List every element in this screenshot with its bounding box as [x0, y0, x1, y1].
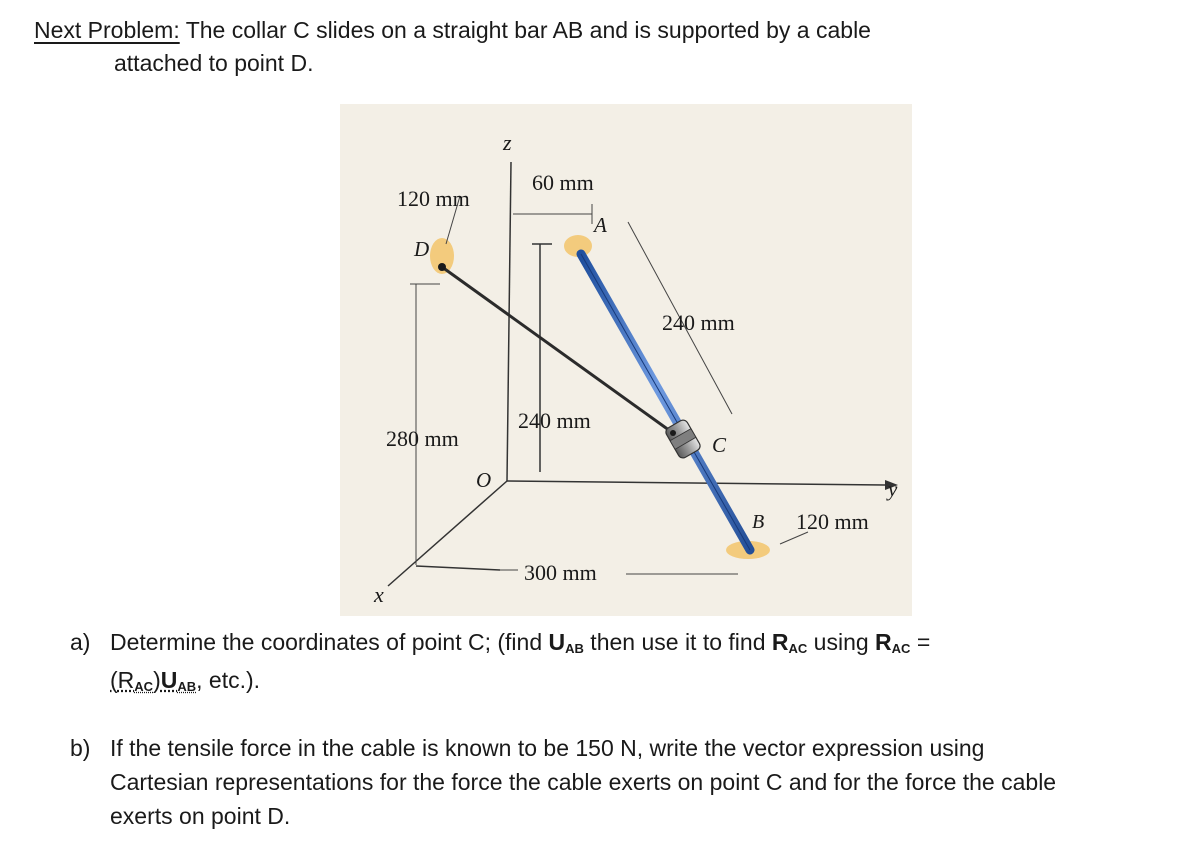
question-b: [70, 731, 1070, 833]
problem-statement: The collar C slides on a straight bar AB and is supported by a cable: [179, 17, 871, 43]
dim-label-120-top: 120 mm: [397, 186, 470, 211]
point-a-label: A: [594, 213, 607, 237]
problem-heading: Next Problem:: [34, 17, 180, 43]
point-b-label: B: [752, 511, 765, 533]
y-axis-label: y: [888, 477, 898, 501]
dim-label-240-vert: 240 mm: [518, 408, 591, 433]
dim-label-60: 60 mm: [532, 170, 594, 195]
z-axis-label: z: [503, 130, 512, 155]
question-a-text: Determine the coordinates of point C; (find UAB then use it to find RAC using RAC = (RAC)UAB, etc.).: [110, 629, 931, 694]
question-a-marker: a): [70, 629, 91, 655]
origin-label: O: [476, 468, 492, 492]
dim-label-240-bar: 240 mm: [662, 310, 735, 335]
point-d-marker: [438, 263, 446, 271]
question-a: [70, 625, 1070, 701]
problem-statement-continued: attached to point D.: [114, 50, 314, 76]
point-d-label: D: [414, 237, 430, 261]
question-b-marker: b): [70, 735, 91, 761]
point-c-label: C: [712, 433, 727, 457]
x-axis-label: x: [374, 582, 384, 607]
collar-bar-diagram: [340, 104, 912, 616]
problem-intro: [34, 14, 1154, 80]
question-b-text: If the tensile force in the cable is known to be 150 N, write the vector expression using Cartesian representations for the force the cable exerts on point C and for the force the cable exerts on point D.: [110, 735, 1057, 829]
mechanics-figure: [340, 104, 912, 616]
dim-label-280: 280 mm: [386, 426, 459, 451]
figure-background: [340, 104, 912, 616]
point-c-marker: [670, 430, 676, 436]
dim-label-120-right: 120 mm: [796, 509, 869, 534]
dim-label-300: 300 mm: [524, 560, 597, 585]
